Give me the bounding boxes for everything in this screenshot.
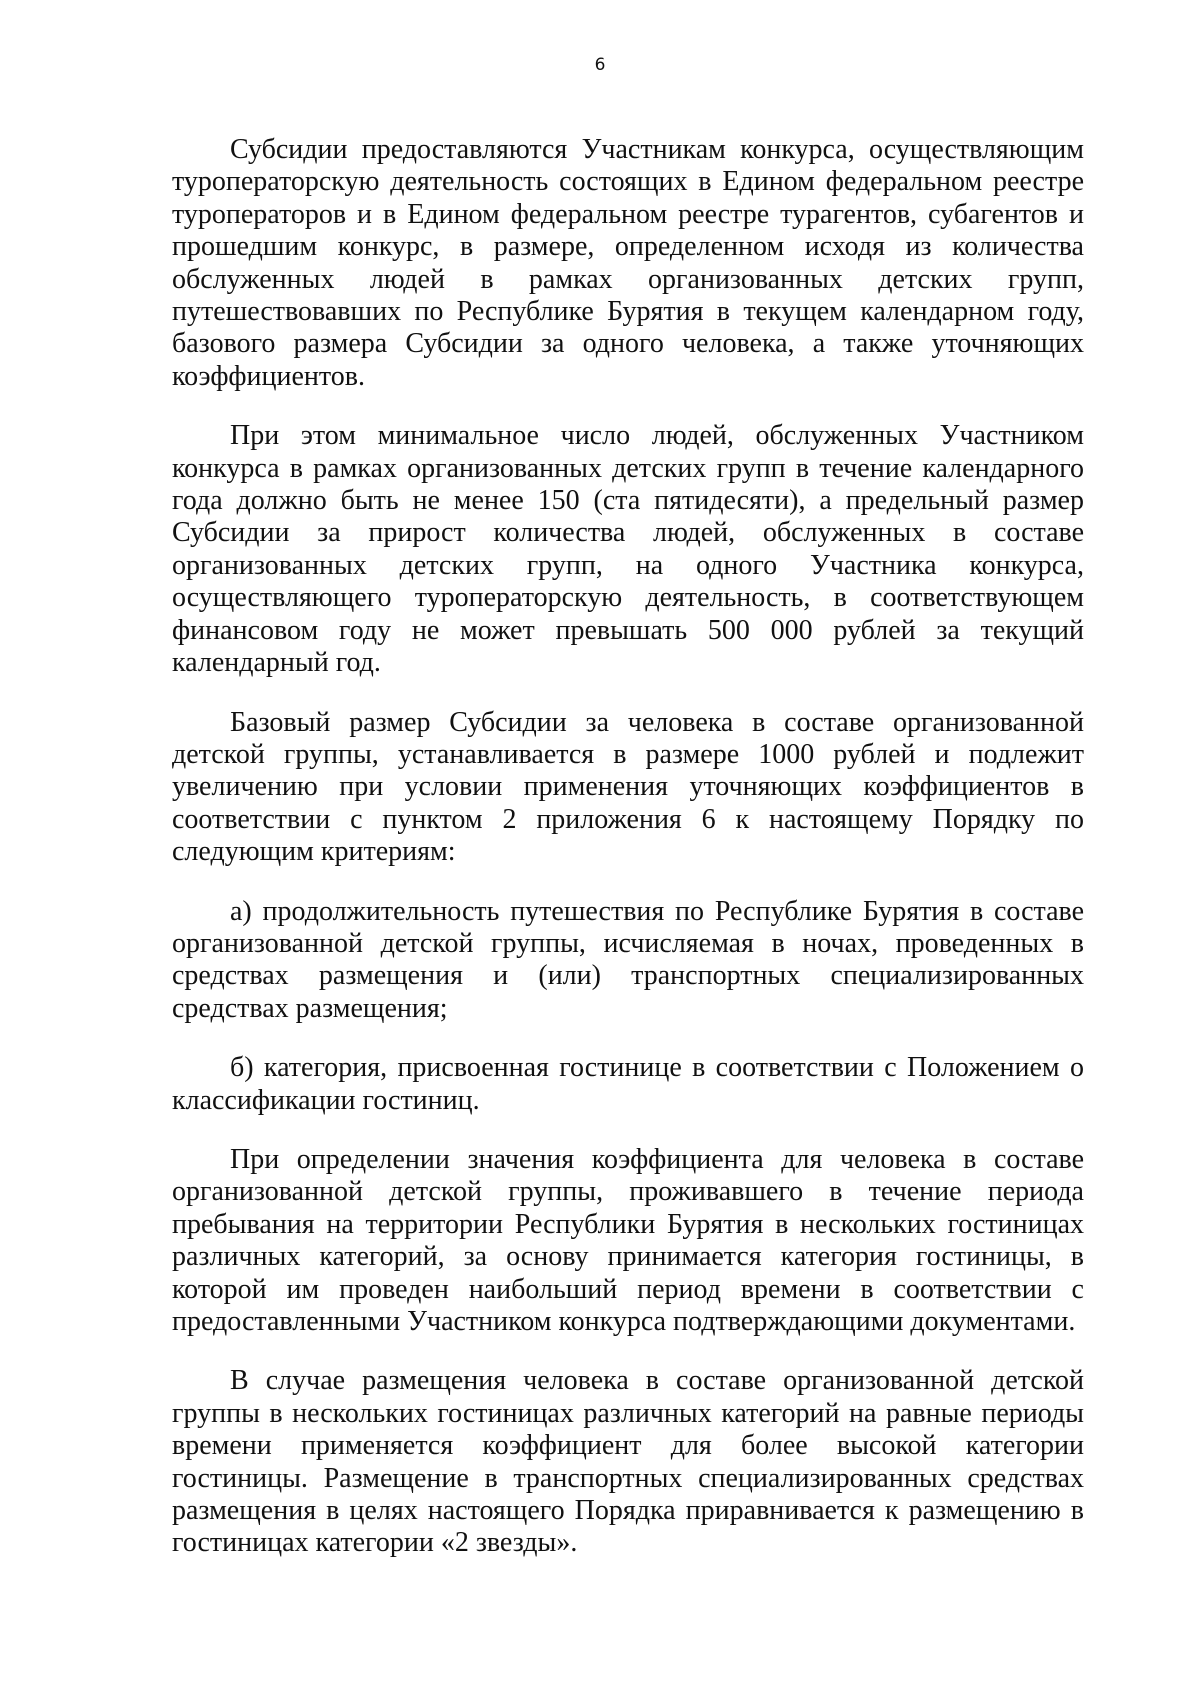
paragraph-criterion-b: б) категория, присвоенная гостинице в соответствии с Положением о классификации гостиниц. <box>172 1052 1084 1116</box>
paragraph-minimum-people: При этом минимальное число людей, обслуженных Участником конкурса в рамках организованных детских групп в течение календарного года должно быть не менее 150 (ста пятидесяти), а предельный размер Субсидии за прирост количества людей, обслуженных в составе организованных детских групп, на одного Участника конкурса, осуществляющего туроператорскую деятельность, в соответствующем финансовом году не может превышать 500 000 рублей за текущий календарный год. <box>172 420 1084 679</box>
paragraph-equal-periods: В случае размещения человека в составе организованной детской группы в нескольких гостиницах различных категорий на равные периоды времени применяется коэффициент для более высокой категории гостиницы. Размещение в транспортных специализированных средствах размещения в целях настоящего Порядка приравнивается к размещению в гостиницах категории «2 звезды». <box>172 1365 1084 1559</box>
paragraph-criterion-a: а) продолжительность путешествия по Республике Бурятия в составе организованной детской группы, исчисляемая в ночах, проведенных в средствах размещения и (или) транспортных специализированных средствах размещения; <box>172 895 1084 1024</box>
paragraph-base-amount: Базовый размер Субсидии за человека в составе организованной детской группы, устанавливается в размере 1000 рублей и подлежит увеличению при условии применения уточняющих коэффициентов в соответствии с пунктом 2 приложения 6 к настоящему Порядку по следующим критериям: <box>172 706 1084 868</box>
page-number: 6 <box>594 55 606 75</box>
paragraph-subsidy-provision: Субсидии предоставляются Участникам конкурса, осуществляющим туроператорскую деятельность состоящих в Едином федеральном реестре туроператоров и в Едином федеральном реестре турагентов, субагентов и прошедшим конкурс, в размере, определенном исходя из количества обслуженных людей в рамках организованных детских групп, путешествовавших по Республике Бурятия в текущем календарном году, базового размера Субсидии за одного человека, а также уточняющих коэффициентов. <box>172 134 1084 392</box>
paragraph-coefficient-determination: При определении значения коэффициента для человека в составе организованной детской группы, проживавшего в течение периода пребывания на территории Республики Бурятия в нескольких гостиницах различных категорий, за основу принимается категория гостиницы, в которой им проведен наибольший период времени в соответствии с предоставленными Участником конкурса подтверждающими документами. <box>172 1143 1084 1337</box>
document-body <box>172 134 1084 1560</box>
